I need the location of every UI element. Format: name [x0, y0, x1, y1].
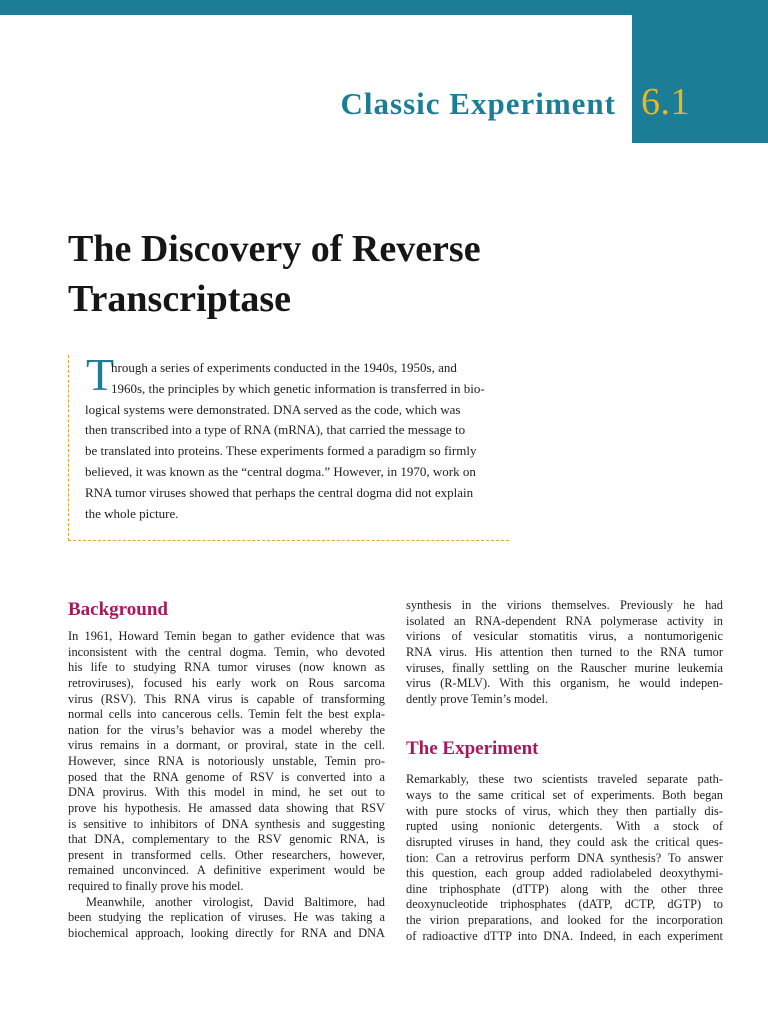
- header-top-rule: [0, 0, 632, 15]
- right-column: [406, 598, 723, 944]
- text-line: the virion preparations, and looked for the incorporation: [406, 913, 723, 927]
- text-line: that DNA, complementary to the RSV genomic RNA, is: [68, 832, 385, 847]
- text-line: biochemical approach, looking directly for RNA and DNA: [68, 925, 385, 940]
- text-line: normal cells into cancerous cells. Temin felt the best expla-: [68, 707, 385, 722]
- text-line: rupted using nonionic detergents. With a stock of: [406, 819, 723, 834]
- text-line: DNA provirus. With this model in mind, he set out to: [68, 785, 385, 800]
- intro-line: believed, it was known as the “central dogma.” However, in 1970, work on: [85, 463, 476, 479]
- text-line: ways to the same critical set of experiments. Both began: [406, 788, 723, 802]
- text-line: inconsistent with the central dogma. Temin, who devoted: [68, 644, 385, 659]
- text-line: remained unconvinced. A definitive experiment would be: [68, 863, 385, 878]
- text-line: isolated an RNA-dependent RNA polymerase activity in: [406, 613, 723, 628]
- text-line: nation for the virus’s behavior was a model whereby the: [68, 722, 385, 737]
- title-line-1: The Discovery of Reverse: [68, 228, 481, 270]
- text-line: deoxynucleotide triphosphates (dATP, dCTP, dGTP) to: [406, 897, 723, 912]
- text-line: tion: Can a retrovirus perform DNA synthesis? To answer: [406, 850, 723, 865]
- text-line: However, since RNA is notoriously unstable, Temin pro-: [68, 754, 385, 768]
- text-line: RNA virus. His attention then turned to the RNA tumor: [406, 644, 723, 659]
- intro-line: 1960s, the principles by which genetic information is transferred in bio-: [111, 380, 485, 396]
- text-line: virions of vesicular stomatitis virus, a nontumorigenic: [406, 629, 723, 644]
- intro-line: RNA tumor viruses showed that perhaps the central dogma did not explain: [85, 484, 474, 500]
- text-line: Meanwhile, another virologist, David Baltimore, had: [86, 894, 385, 909]
- text-line: posed that the RNA genome of RSV is converted into a: [68, 769, 385, 784]
- experiment-number: 6.1: [641, 81, 690, 123]
- text-line: with pure stocks of virus, which they then partially dis-: [406, 803, 723, 818]
- intro-box: [68, 349, 509, 541]
- text-line: is sensitive to inhibitors of DNA synthesis and suggesting: [68, 816, 385, 831]
- text-line: Remarkably, these two scientists traveled separate path-: [406, 772, 723, 787]
- text-line: required to finally prove his model.: [68, 879, 244, 893]
- intro-line: logical systems were demonstrated. DNA served as the code, which was: [85, 401, 461, 417]
- text-line: his life to studying RNA tumor viruses (now known as: [68, 660, 385, 675]
- text-line: been studying the replication of viruses. He was taking a: [68, 910, 385, 925]
- section-heading-experiment: The Experiment: [406, 738, 539, 760]
- intro-line: the whole picture.: [85, 505, 179, 521]
- title-line-2: Transcriptase: [68, 278, 292, 320]
- background-paragraph-3: [406, 598, 723, 707]
- text-line: dently prove Temin’s model.: [406, 691, 549, 706]
- intro-line: hrough a series of experiments conducted in the 1940s, 1950s, and: [111, 360, 457, 375]
- background-paragraph-2: [68, 895, 385, 942]
- text-line: prove his hypothesis. He amassed data showing that RSV: [68, 800, 385, 815]
- experiment-paragraph: [406, 772, 723, 944]
- intro-paragraph: [85, 358, 505, 524]
- background-paragraph-1: [68, 629, 385, 895]
- text-line: retroviruses), focused his early work on Rous sarcoma: [68, 675, 385, 690]
- text-line: In 1961, Howard Temin began to gather evidence that was: [68, 629, 385, 643]
- text-line: synthesis in the virions themselves. Previously he had: [406, 598, 723, 612]
- text-line: virus (RSV). This RNA virus is capable of transforming: [68, 691, 385, 706]
- text-line: present in transformed cells. Other researchers, however,: [68, 847, 385, 862]
- left-column: [68, 600, 385, 942]
- text-line: of radioactive dTTP into DNA. Indeed, in each experiment: [406, 928, 723, 943]
- text-line: this question, each group added radiolabeled deoxythymi-: [406, 866, 723, 881]
- text-line: virus (R-MLV). With this organism, he would indepen-: [406, 676, 723, 691]
- text-line: disrupted viruses in hand, they could ask the critical ques-: [406, 834, 723, 849]
- chapter-title: [68, 224, 628, 324]
- drop-cap: T: [86, 349, 115, 400]
- series-label: Classic Experiment: [340, 86, 616, 121]
- text-line: virus remains in a dormant, or proviral, state in the cell.: [68, 738, 385, 753]
- intro-line: then transcribed into a type of RNA (mRNA), that carried the message to: [85, 422, 466, 438]
- text-line: viruses, finally settling on the Rauscher murine leukemia: [406, 660, 723, 675]
- section-heading-background: Background: [68, 599, 168, 620]
- intro-line: be translated into proteins. These experiments formed a paradigm so firmly: [85, 443, 477, 459]
- text-line: dine triphosphate (dTTP) along with the other three: [406, 881, 723, 896]
